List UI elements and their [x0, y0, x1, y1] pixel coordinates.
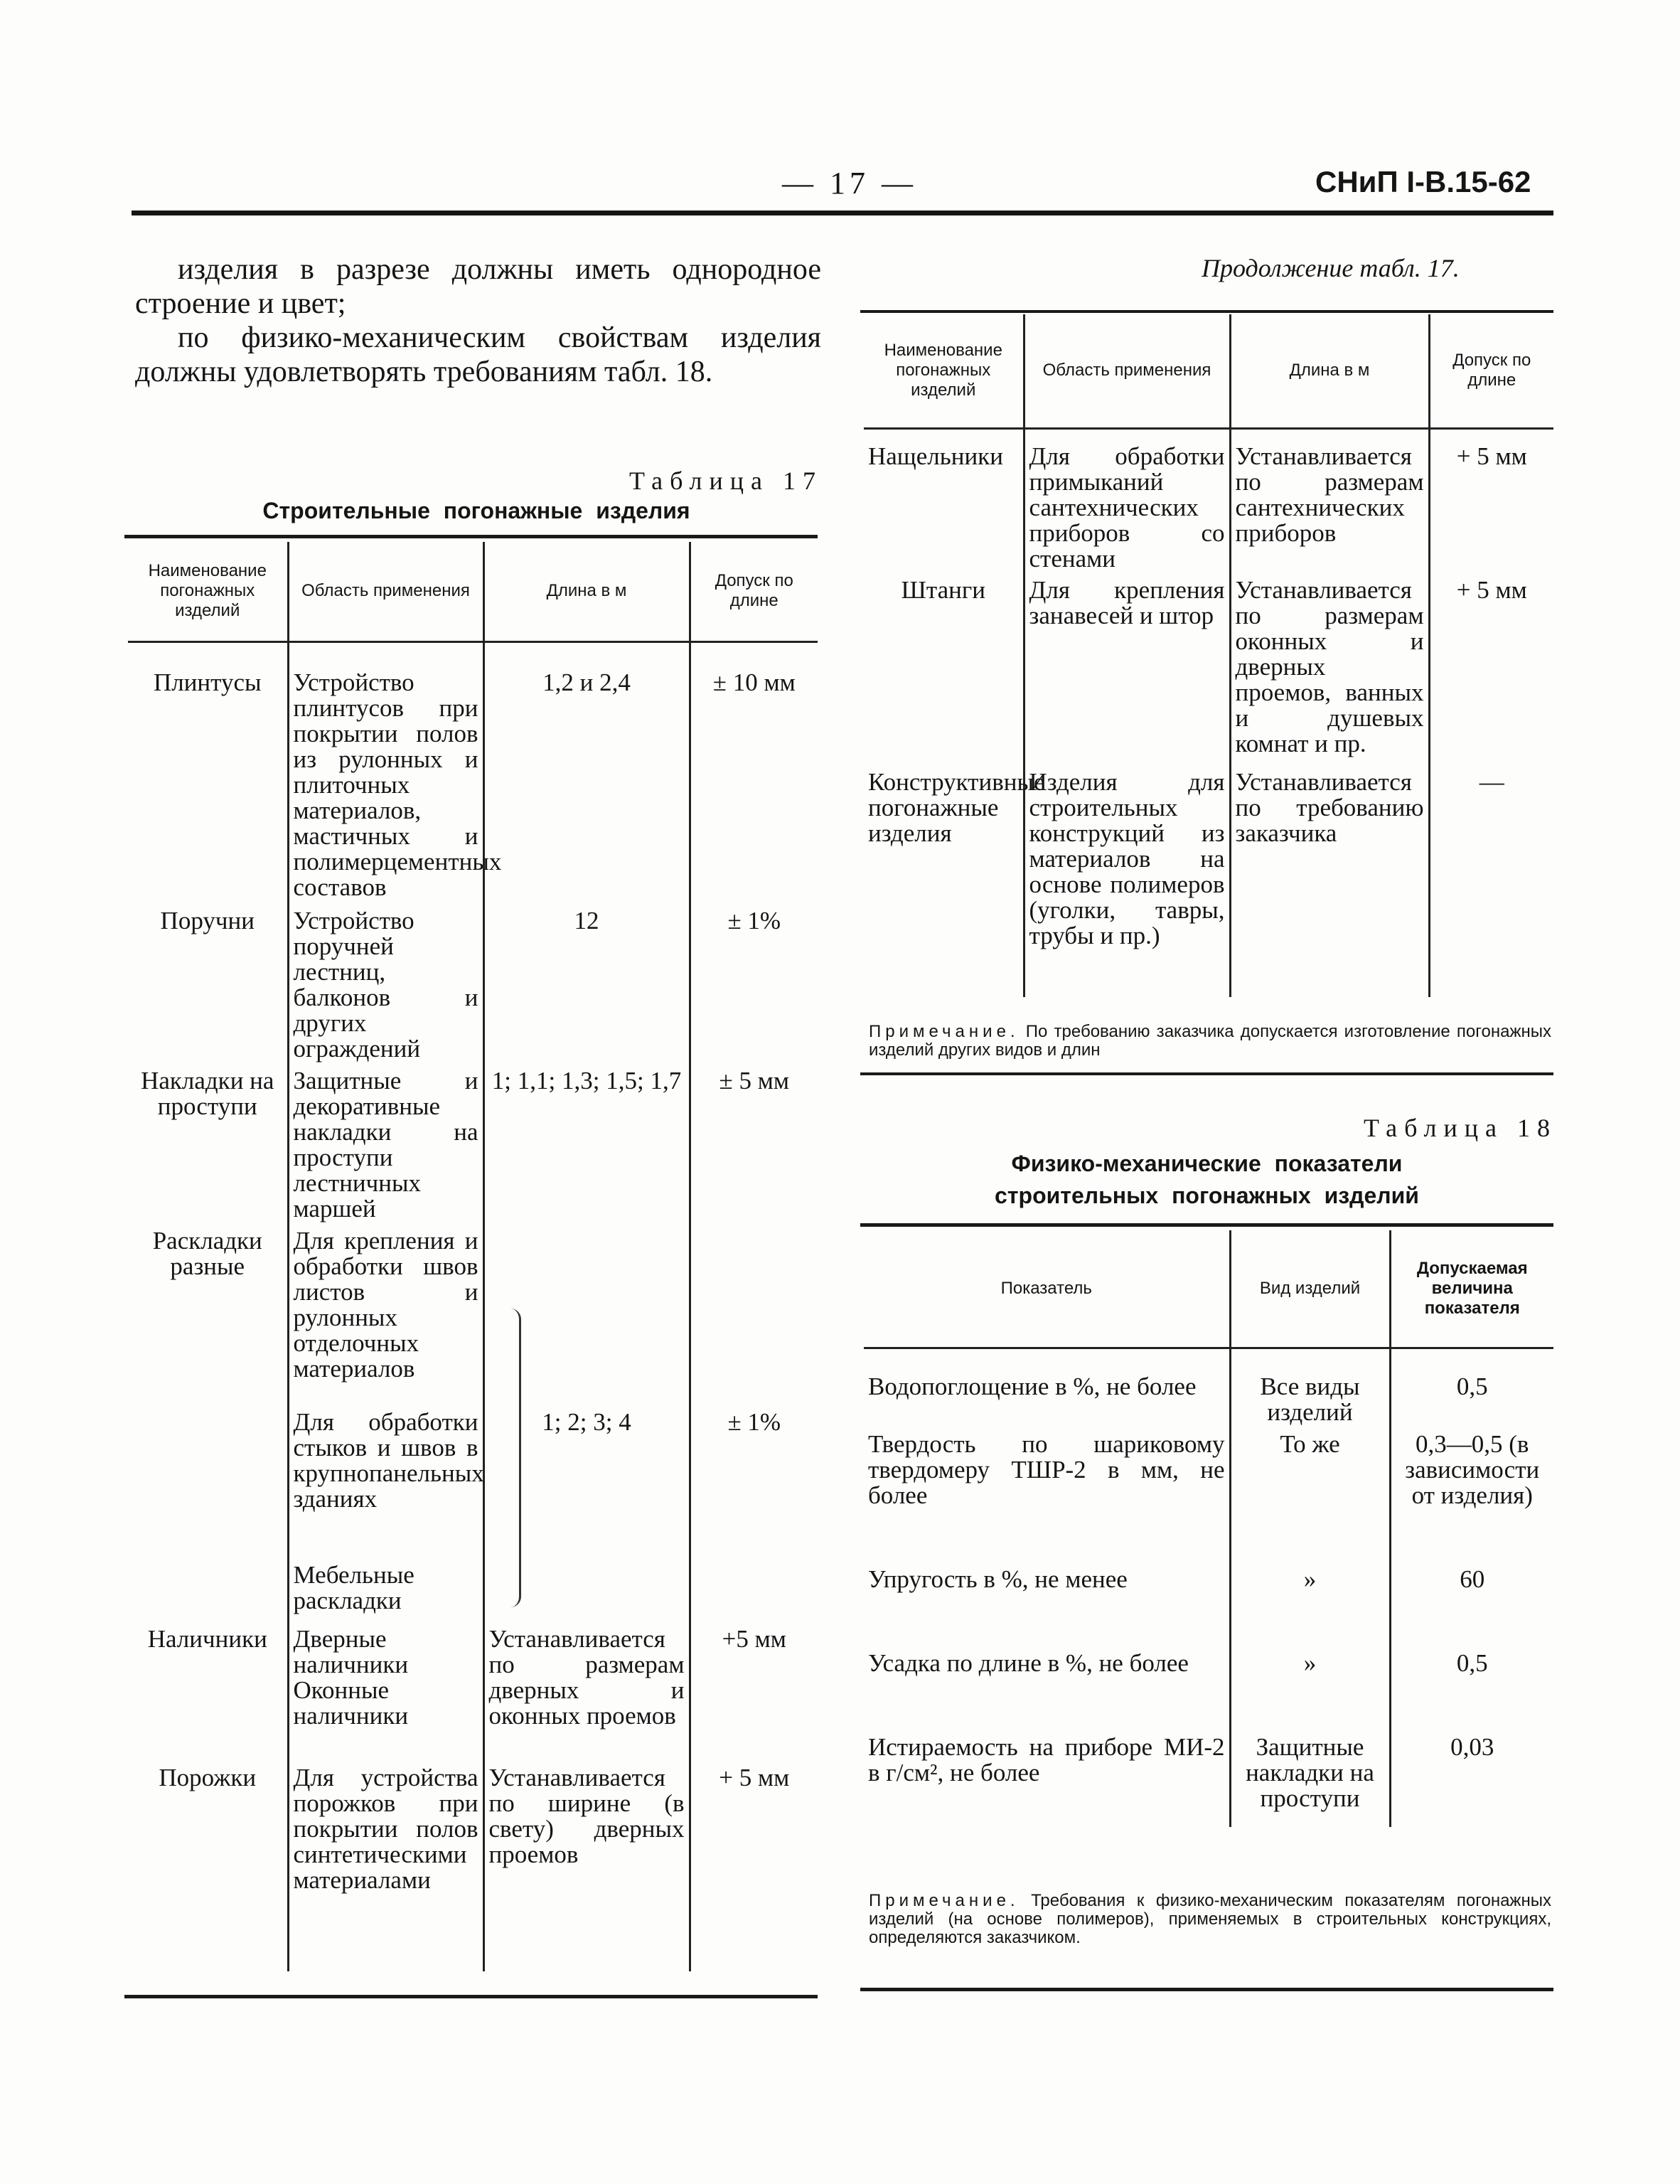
- row-length: Устанавливается по размерам оконных и дверных проемов, ванных и душевых комнат и пр.: [1230, 577, 1429, 769]
- table17-continuation: [864, 314, 1553, 997]
- table18: [864, 1230, 1553, 1827]
- row-area: Для крепления и обработки швов листов и рулонных отделочных материалов: [288, 1228, 483, 1410]
- row-area-line: Оконные наличники: [293, 1676, 409, 1730]
- row-kind: Все виды изделий: [1230, 1348, 1390, 1432]
- table17-continuation-caption: Продолжение табл. 17.: [1202, 254, 1460, 282]
- table17-cont-header-row: [864, 314, 1553, 428]
- row-name: Накладки на проступи: [141, 1067, 274, 1120]
- table-row: [864, 1735, 1553, 1827]
- row-area: Для устройства порожков при покрытии полов синтетическими материалами: [288, 1765, 483, 1971]
- row-tolerance: [690, 1562, 818, 1626]
- row-indicator: Истираемость на приборе МИ-2 в г/см², не более: [868, 1733, 1225, 1786]
- table-row: [864, 1651, 1553, 1735]
- table17-cont-top-rule: [860, 310, 1553, 313]
- table-row: [128, 1765, 818, 1971]
- table17-cont-bottom-rule: [860, 1072, 1553, 1075]
- row-name: Порожки: [159, 1764, 257, 1791]
- table-row: [128, 1626, 818, 1765]
- table-row: [128, 1562, 818, 1626]
- row-kind: »: [1230, 1651, 1390, 1735]
- table18-title: [860, 1151, 1553, 1209]
- group-brace: [510, 1309, 521, 1607]
- table17: [128, 542, 818, 1971]
- table17-title: Строительные погонажные изделия: [262, 498, 690, 523]
- row-tolerance: +5 мм: [690, 1626, 818, 1765]
- row-length: 12: [483, 908, 690, 1068]
- table-row: [128, 1410, 818, 1562]
- intro-paragraph: изделия в разрезе должны иметь однородное строение и цвет;: [135, 253, 821, 320]
- col-header-value: Допускаемая величина показателя: [1390, 1230, 1553, 1348]
- col-header-name: Наименование погонажных изделий: [884, 341, 1002, 400]
- table18-title-line: строительных погонажных изделий: [995, 1183, 1419, 1208]
- col-header-length: Длина в м: [1230, 314, 1429, 428]
- col-header-area: Область применения: [288, 542, 483, 641]
- row-length: Устанавливается по ширине (в свету) дверных проемов: [483, 1765, 690, 1971]
- row-kind: »: [1230, 1567, 1390, 1651]
- header-rule: [132, 211, 1553, 215]
- table17-header-row: [128, 542, 818, 641]
- document-code: СНиП I-В.15-62: [1315, 165, 1531, 198]
- row-value: 0,3—0,5 (в зависимости от изделия): [1390, 1432, 1553, 1567]
- table17-caption: Таблица 17: [629, 467, 823, 495]
- table17-top-rule: [124, 535, 818, 538]
- note-label: Примечание.: [869, 1891, 1020, 1910]
- row-indicator: Твердость по шариковому твердомеру ТШР-2 в мм, не более: [868, 1430, 1225, 1509]
- row-name: [128, 1562, 288, 1626]
- table18-bottom-rule: [860, 1988, 1553, 1991]
- row-tolerance: ± 1%: [690, 1410, 818, 1562]
- row-value: 0,5: [1390, 1651, 1553, 1735]
- table-row: [864, 1348, 1553, 1432]
- row-name: Нащельники: [868, 442, 1003, 470]
- note-text: Требования к физико-механическим показателям погонажных изделий (на основе полимеров), применяемых в строительных конструкциях, определяются заказчиком.: [869, 1891, 1551, 1947]
- table-row: [864, 769, 1553, 997]
- row-area: Изделия для строительных конструкций из материалов на основе полимеров (уголки, тавры, трубы и пр.): [1024, 769, 1230, 997]
- row-tolerance: ± 1%: [690, 908, 818, 1068]
- table-row: [128, 641, 818, 908]
- intro-text: [135, 252, 821, 389]
- page-number: — 17 —: [782, 166, 917, 201]
- row-area: Мебельные раскладки: [288, 1562, 483, 1626]
- row-area: Устройство поручней лестниц, балконов и других ограждений: [288, 908, 483, 1068]
- row-area: Для обработки стыков и швов в крупнопанельных зданиях: [288, 1410, 483, 1562]
- row-tolerance: + 5 мм: [1429, 428, 1553, 577]
- row-tolerance: [690, 1228, 818, 1410]
- table-row: [864, 1432, 1553, 1567]
- row-value: 0,5: [1390, 1348, 1553, 1432]
- row-name: Раскладки разные: [152, 1227, 262, 1280]
- note-label: Примечание.: [869, 1022, 1020, 1041]
- row-name: Наличники: [147, 1625, 267, 1653]
- row-tolerance: —: [1429, 769, 1553, 997]
- row-name: [128, 1410, 288, 1562]
- col-header-kind: Вид изделий: [1230, 1230, 1390, 1348]
- col-header-area: Область применения: [1024, 314, 1230, 428]
- row-value: 60: [1390, 1567, 1553, 1651]
- table-row: [864, 577, 1553, 769]
- row-area: Защитные и декоративные накладки на проступи лестничных маршей: [288, 1068, 483, 1228]
- row-tolerance: ± 5 мм: [690, 1068, 818, 1228]
- row-area-line: Дверные наличники: [293, 1625, 409, 1678]
- note-text: По требованию заказчика допускается изготовление погонажных изделий других видов и длин: [869, 1022, 1551, 1060]
- row-indicator: Водопоглощение в %, не более: [868, 1372, 1197, 1400]
- row-value: 0,03: [1390, 1735, 1553, 1827]
- row-indicator: Упругость в %, не менее: [868, 1565, 1128, 1593]
- row-area: [288, 1626, 483, 1765]
- table18-caption: Таблица 18: [1364, 1114, 1557, 1142]
- table-row: [128, 908, 818, 1068]
- table18-top-rule: [860, 1223, 1553, 1227]
- row-indicator: Усадка по длине в %, не более: [868, 1649, 1189, 1677]
- table-row: [128, 1068, 818, 1228]
- table-row: [128, 1228, 818, 1410]
- row-length: Устанавливается по требованию заказчика: [1230, 769, 1429, 997]
- col-header-indicator: Показатель: [1000, 1278, 1092, 1298]
- row-kind: То же: [1230, 1432, 1390, 1567]
- row-tolerance: + 5 мм: [690, 1765, 818, 1971]
- row-length: Устанавливается по размерам сантехнических приборов: [1230, 428, 1429, 577]
- row-name: Конструктивные погонажные изделия: [868, 768, 1045, 847]
- row-tolerance: ± 10 мм: [690, 641, 818, 908]
- row-length: 1; 2; 3; 4: [483, 1410, 690, 1562]
- intro-paragraph: по физико-механическим свойствам изделия должны удовлетворять требованиям табл. 18.: [135, 321, 821, 388]
- row-area: Для крепления занавесей и штор: [1024, 577, 1230, 769]
- table17-note: [869, 1023, 1551, 1060]
- row-tolerance: + 5 мм: [1429, 577, 1553, 769]
- row-length: Устанавливается по размерам дверных и оконных проемов: [483, 1626, 690, 1765]
- col-header-tolerance: Допуск по длине: [690, 542, 818, 641]
- table18-header-row: [864, 1230, 1553, 1348]
- row-length: 1; 1,1; 1,3; 1,5; 1,7: [483, 1068, 690, 1228]
- row-area: Устройство плинтусов при покрытии полов из рулонных и плиточных материалов, мастичных и полимерцементных составов: [288, 641, 483, 908]
- row-area: Для обработки примыканий сантехнических приборов со стенами: [1024, 428, 1230, 577]
- table-row: [864, 428, 1553, 577]
- row-name: Штанги: [901, 576, 985, 604]
- col-header-length: Длина в м: [483, 542, 690, 641]
- row-name: Поручни: [160, 907, 255, 934]
- table18-title-line: Физико-механические показатели: [1011, 1151, 1403, 1176]
- table17-bottom-rule: [124, 1995, 818, 1998]
- col-header-name: Наименование погонажных изделий: [148, 561, 267, 621]
- row-name: Плинтусы: [153, 668, 262, 696]
- row-length: 1,2 и 2,4: [483, 641, 690, 908]
- table-row: [864, 1567, 1553, 1651]
- table18-note: [869, 1892, 1551, 1947]
- row-kind: Защитные накладки на проступи: [1230, 1735, 1390, 1827]
- col-header-tolerance: Допуск по длине: [1429, 314, 1553, 428]
